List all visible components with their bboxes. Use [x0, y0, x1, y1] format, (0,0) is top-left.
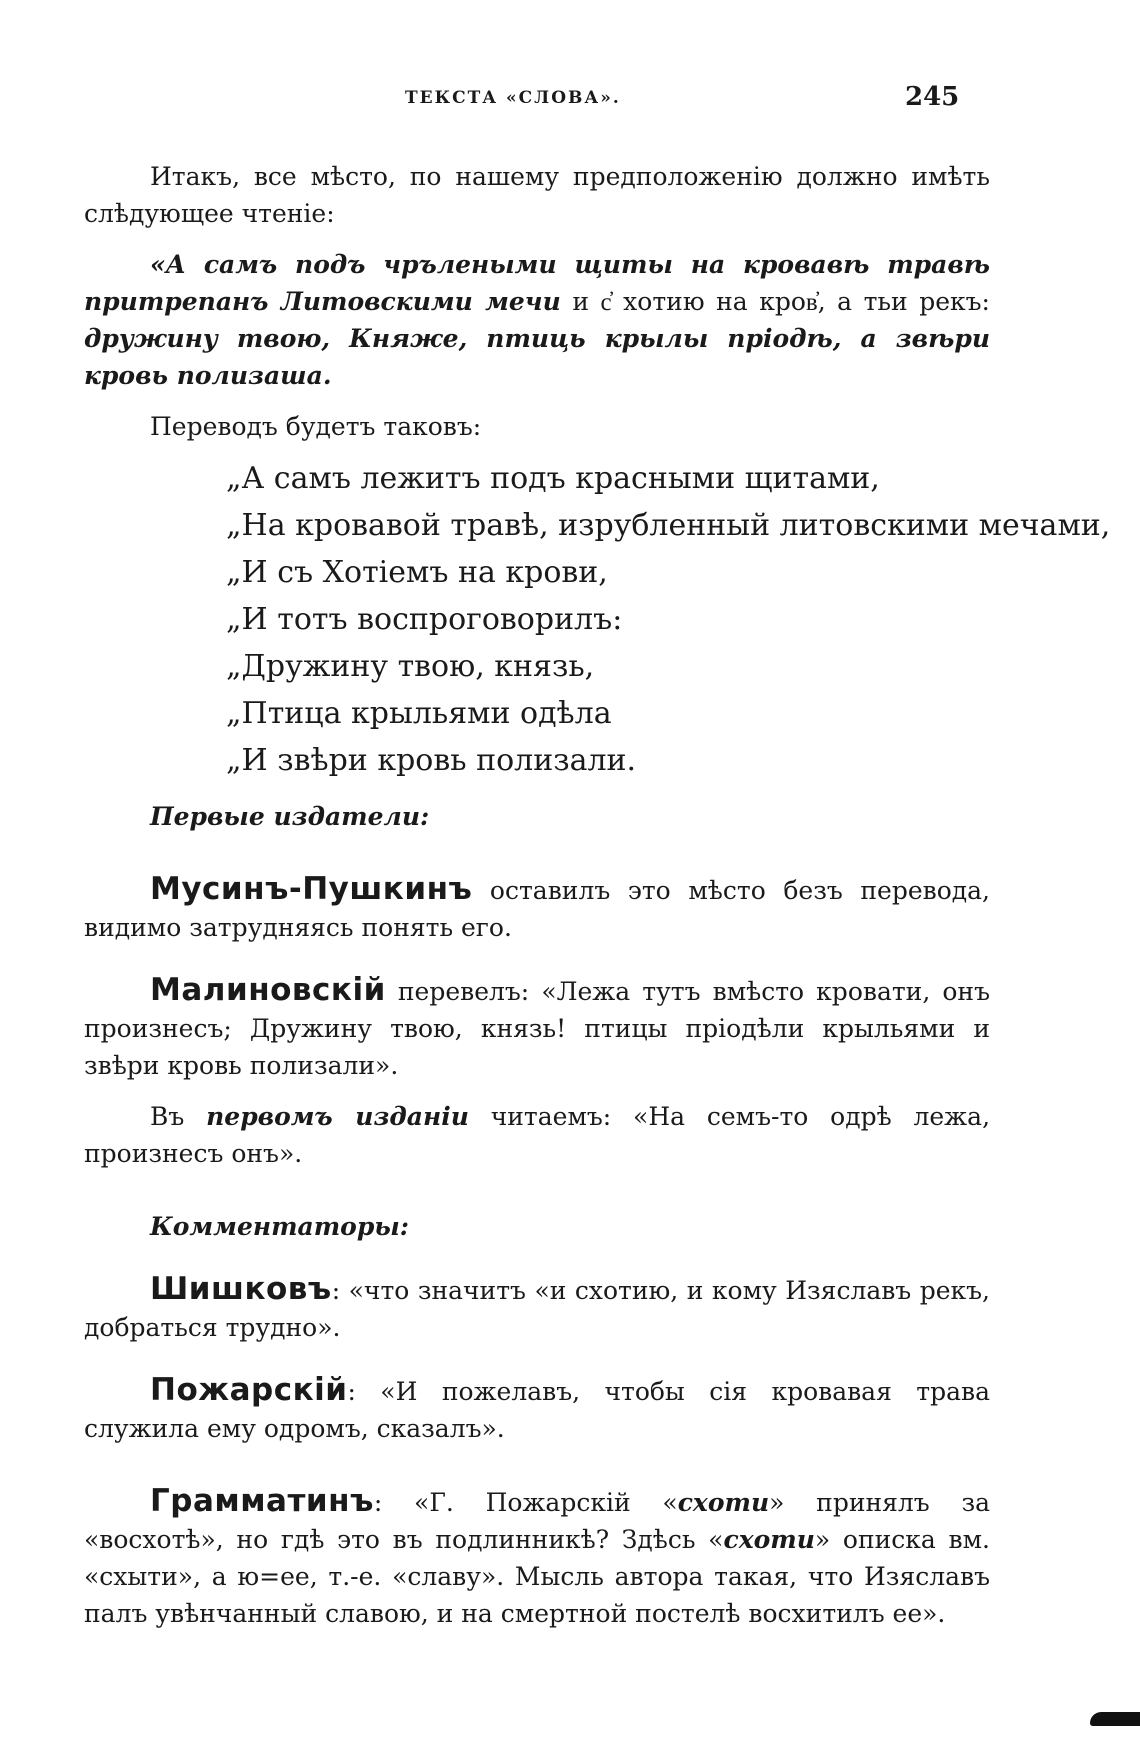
- commentator-entry: [84, 1271, 990, 1346]
- old-reading-part3: дружину твою, Княже, птиць крылы пріодѣ, а звѣри кровь полизаша.: [84, 324, 990, 390]
- commentator-text: : «что значитъ «и схотию, и кому Изяславъ рекъ, добраться трудно».: [84, 1276, 990, 1342]
- intro-text: Итакъ, все мѣсто, по нашему предположенію должно имѣть слѣдующее чтеніе:: [84, 162, 990, 228]
- first-edition-paragraph: [84, 1098, 990, 1172]
- publisher-entry: [84, 871, 990, 946]
- publisher-name: Мусинъ-Пушкинъ: [150, 871, 473, 907]
- publishers-heading: [84, 798, 990, 835]
- body-text: [84, 158, 1111, 1632]
- commentator-name: Пожарскій: [150, 1372, 348, 1408]
- intro-paragraph: [84, 158, 990, 232]
- grammatin-text-3: » описка вм. «схыти», а ю=ее, т.-е. «славу». Мысль автора такая, что Изяславъ палъ увѣнчанный славою, и на смертной постелѣ восхитилъ ее».: [84, 1525, 990, 1628]
- publisher-text: оставилъ это мѣсто безъ перевода, видимо затрудняясь понять его.: [84, 876, 990, 942]
- verse-line: „На кровавой травѣ, изрубленный литовскими мечами,: [226, 508, 1111, 543]
- grammatin-text-2: » принялъ за «восхотѣ», но гдѣ это въ подлинникѣ? Здѣсь «: [84, 1488, 991, 1554]
- grammatin-text-1: : «Г. Пожарскій «: [373, 1488, 678, 1517]
- first-edition-lead: Въ: [150, 1102, 185, 1131]
- running-head: [0, 82, 1140, 118]
- grammatin-entry: [84, 1483, 990, 1632]
- first-edition-text: читаемъ: «На семъ-то одрѣ лежа, произнесъ онъ».: [84, 1102, 991, 1168]
- page-number: 245: [905, 82, 960, 112]
- grammatin-italic-1: схоти: [677, 1488, 770, 1517]
- grammatin-italic-2: схоти: [723, 1525, 815, 1554]
- commentators-heading-text: Комментаторы:: [150, 1212, 410, 1241]
- publishers-heading-text: Первые издатели:: [150, 802, 430, 831]
- translation-intro-text: Переводъ будетъ таковъ:: [150, 412, 482, 441]
- commentator-entry: [84, 1372, 990, 1447]
- verse-line: „Птица крыльями одѣла: [226, 696, 612, 731]
- verse-line: „Дружину твою, князь,: [226, 649, 595, 684]
- old-reading-part1: «А самъ подъ чрълеными щиты на кровавѣ травѣ притрепанъ Литовскими мечи: [84, 250, 990, 316]
- verse-line: „И съ Хотіемъ на крови,: [226, 555, 608, 590]
- verse-line: „А самъ лежитъ подъ красными щитами,: [226, 461, 880, 496]
- first-edition-italic: первомъ изданіи: [206, 1102, 469, 1131]
- publisher-entry: [84, 972, 990, 1084]
- translation-intro: [84, 408, 990, 445]
- running-title: ТЕКСТА «СЛОВА».: [405, 88, 621, 108]
- commentator-name: Шишковъ: [150, 1271, 332, 1307]
- verse-block: [226, 455, 1111, 784]
- publisher-text: перевелъ: «Лежа тутъ вмѣсто кровати, онъ произнесъ; Дружину твою, князь! птицы пріодѣли крыльями и звѣри кровь полизали».: [84, 977, 990, 1080]
- old-reading-part2: и с҆ хотию на кров҆, а тьи рекъ:: [572, 287, 990, 316]
- commentators-heading: [84, 1208, 990, 1245]
- old-reading-paragraph: [84, 246, 990, 394]
- commentator-name: Грамматинъ: [150, 1483, 374, 1519]
- verse-line: „И звѣри кровь полизали.: [226, 743, 637, 778]
- publisher-name: Малиновскій: [150, 972, 386, 1008]
- verse-line: „И тотъ воспроговорилъ:: [226, 602, 623, 637]
- commentator-text: : «И пожелавъ, чтобы сія кровавая трава служила ему одромъ, сказалъ».: [84, 1377, 990, 1443]
- ink-stain: [1090, 1712, 1140, 1726]
